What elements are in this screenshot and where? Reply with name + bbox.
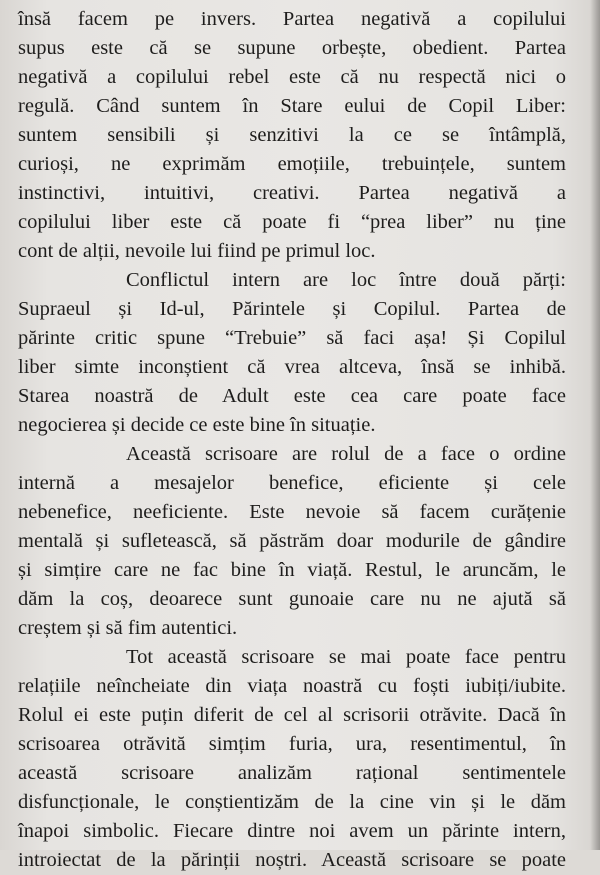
text-line: supus este că se supune orbește, obedient. Partea [18,37,566,59]
paragraph-first-line: Conflictul intern are loc între două părți: [126,269,566,291]
text-line: liber simte inconștient că vrea altceva, însă se inhibă. [18,356,566,378]
text-line: creștem și să fim autentici. [18,617,238,639]
text-line: regulă. Când suntem în Stare eului de Copil Liber: [18,95,566,117]
text-line: negativă a copilului rebel este că nu respectă nici o [18,66,566,88]
text-line: nebenefice, neeficiente. Este nevoie să facem curățenie [18,501,566,523]
text-line: și simțire care ne fac bine în viață. Restul, le aruncăm, le [18,559,566,581]
page-edge-shadow [590,0,600,850]
text-line: copilului liber este că poate fi “prea liber” nu ține [18,211,566,233]
text-line: Supraeul și Id-ul, Părintele și Copilul. Partea de [18,298,566,320]
text-line: dăm la coș, deoarece sunt gunoaie care nu ne ajută să [18,588,566,610]
text-line: suntem sensibili și senzitivi la ce se întâmplă, [18,124,566,146]
text-line: scrisoarea otrăvită simțim furia, ura, resentimentul, în [18,733,566,755]
text-line: această scrisoare analizăm rațional sentimentele [18,762,566,784]
text-line: înapoi simbolic. Fiecare dintre noi avem un părinte intern, [18,820,566,842]
text-line: negocierea și decide ce este bine în situație. [18,414,376,436]
text-line: relațiile neîncheiate din viața noastră cu foști iubiți/iubite. [18,675,566,697]
text-line: instinctivi, intuitivi, creativi. Partea negativă a [18,182,566,204]
text-line: curioși, ne exprimăm emoțiile, trebuințele, suntem [18,153,566,175]
text-line: Starea noastră de Adult este cea care poate face [18,385,566,407]
paragraph-first-line: Tot această scrisoare se mai poate face pentru [126,646,566,668]
text-line: Rolul ei este puțin diferit de cel al scrisorii otrăvite. Dacă în [18,704,566,726]
text-line: mentală și sufletească, să păstrăm doar modurile de gândire [18,530,566,552]
text-line: introiectat de la părinții noștri. Această scrisoare se poate [18,849,566,871]
text-line: cont de alții, nevoile lui fiind pe primul loc. [18,240,376,262]
text-line: însă facem pe invers. Partea negativă a copilului [18,8,566,30]
text-line: internă a mesajelor benefice, eficiente și cele [18,472,566,494]
paragraph-first-line: Această scrisoare are rolul de a face o ordine [126,443,566,465]
text-line: disfuncționale, le conștientizăm de la cine vin și le dăm [18,791,566,813]
text-line: părinte critic spune “Trebuie” să faci așa! Și Copilul [18,327,566,349]
